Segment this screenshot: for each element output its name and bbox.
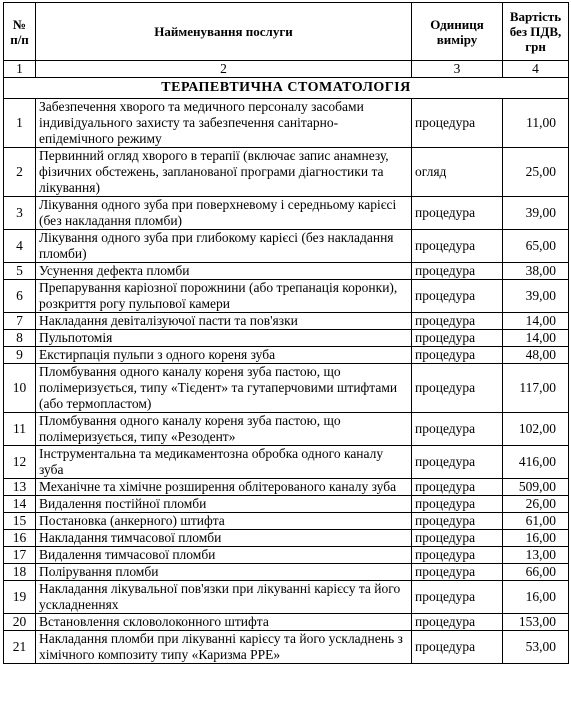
row-number: 14	[4, 496, 36, 513]
row-number: 10	[4, 364, 36, 413]
row-number: 2	[4, 148, 36, 197]
row-number: 11	[4, 413, 36, 446]
row-number: 21	[4, 631, 36, 664]
table-header-row	[4, 3, 569, 61]
service-name: Усунення дефекта пломби	[36, 263, 412, 280]
unit-of-measure: процедура	[412, 263, 503, 280]
table-row	[4, 581, 569, 614]
row-number: 20	[4, 614, 36, 631]
header-unit: Одиниця виміру	[412, 3, 503, 61]
row-number: 15	[4, 513, 36, 530]
service-name: Полірування пломби	[36, 564, 412, 581]
service-price: 61,00	[503, 513, 569, 530]
unit-of-measure: процедура	[412, 99, 503, 148]
table-row	[4, 547, 569, 564]
table-row	[4, 496, 569, 513]
row-number: 18	[4, 564, 36, 581]
service-name: Пломбування одного каналу кореня зуба пастою, що полімеризується, типу «Резодент»	[36, 413, 412, 446]
table-row	[4, 313, 569, 330]
service-price: 416,00	[503, 446, 569, 479]
service-price: 14,00	[503, 330, 569, 347]
unit-of-measure: процедура	[412, 347, 503, 364]
unit-of-measure: процедура	[412, 446, 503, 479]
service-name: Видалення тимчасової пломби	[36, 547, 412, 564]
section-title: ТЕРАПЕВТИЧНА СТОМАТОЛОГІЯ	[4, 78, 569, 99]
service-name: Накладання девіталізуючої пасти та пов'язки	[36, 313, 412, 330]
row-number: 4	[4, 230, 36, 263]
unit-of-measure: процедура	[412, 547, 503, 564]
service-name: Встановлення скловолоконного штифта	[36, 614, 412, 631]
table-row	[4, 564, 569, 581]
service-price: 38,00	[503, 263, 569, 280]
column-number: 3	[412, 61, 503, 78]
service-price: 16,00	[503, 530, 569, 547]
unit-of-measure: процедура	[412, 564, 503, 581]
service-price: 65,00	[503, 230, 569, 263]
column-number-row	[4, 61, 569, 78]
row-number: 3	[4, 197, 36, 230]
row-number: 16	[4, 530, 36, 547]
service-price: 39,00	[503, 280, 569, 313]
service-name: Первинний огляд хворого в терапії (включає запис анамнезу, фізичних обстежень, запланованої програми діагностики та лікування)	[36, 148, 412, 197]
service-name: Пломбування одного каналу кореня зуба пастою, що полімеризується, типу «Тієдент» та гутаперчовими штифтами (або термопластом)	[36, 364, 412, 413]
table-row	[4, 413, 569, 446]
row-number: 5	[4, 263, 36, 280]
table-row	[4, 347, 569, 364]
row-number: 17	[4, 547, 36, 564]
service-price: 13,00	[503, 547, 569, 564]
unit-of-measure: процедура	[412, 614, 503, 631]
service-price: 153,00	[503, 614, 569, 631]
header-name: Найменування послуги	[36, 3, 412, 61]
service-price: 11,00	[503, 99, 569, 148]
service-name: Пульпотомія	[36, 330, 412, 347]
row-number: 13	[4, 479, 36, 496]
unit-of-measure: процедура	[412, 280, 503, 313]
unit-of-measure: процедура	[412, 479, 503, 496]
column-number: 1	[4, 61, 36, 78]
row-number: 1	[4, 99, 36, 148]
service-name: Екстирпація пульпи з одного кореня зуба	[36, 347, 412, 364]
row-number: 7	[4, 313, 36, 330]
service-name: Лікування одного зуба при глибокому карієсі (без накладання пломби)	[36, 230, 412, 263]
unit-of-measure: процедура	[412, 631, 503, 664]
service-name: Забезпечення хворого та медичного персоналу засобами індивідуального захисту та забезпечення санітарно-епідемічного режиму	[36, 99, 412, 148]
table-row	[4, 446, 569, 479]
table-row	[4, 99, 569, 148]
service-price: 25,00	[503, 148, 569, 197]
unit-of-measure: процедура	[412, 530, 503, 547]
header-num: № п/п	[4, 3, 36, 61]
service-price: 48,00	[503, 347, 569, 364]
column-number: 4	[503, 61, 569, 78]
unit-of-measure: процедура	[412, 581, 503, 614]
service-price: 39,00	[503, 197, 569, 230]
row-number: 8	[4, 330, 36, 347]
table-row	[4, 330, 569, 347]
service-name: Накладання лікувальної пов'язки при лікуванні карієсу та його ускладненнях	[36, 581, 412, 614]
row-number: 12	[4, 446, 36, 479]
table-row	[4, 614, 569, 631]
table-row	[4, 230, 569, 263]
row-number: 9	[4, 347, 36, 364]
unit-of-measure: процедура	[412, 330, 503, 347]
service-price: 14,00	[503, 313, 569, 330]
unit-of-measure: процедура	[412, 230, 503, 263]
price-table	[3, 2, 569, 664]
service-name: Лікування одного зуба при поверхневому і середньому карієсі (без накладання пломби)	[36, 197, 412, 230]
unit-of-measure: процедура	[412, 513, 503, 530]
table-row	[4, 148, 569, 197]
service-name: Накладання пломби при лікуванні карієсу та його ускладнень з хімічного композиту типу «Каризма РРЕ»	[36, 631, 412, 664]
service-name: Накладання тимчасової пломби	[36, 530, 412, 547]
service-price: 16,00	[503, 581, 569, 614]
service-price: 102,00	[503, 413, 569, 446]
table-row	[4, 280, 569, 313]
table-row	[4, 513, 569, 530]
unit-of-measure: огляд	[412, 148, 503, 197]
table-row	[4, 364, 569, 413]
service-name: Інструментальна та медикаментозна обробка одного каналу зуба	[36, 446, 412, 479]
service-price: 509,00	[503, 479, 569, 496]
unit-of-measure: процедура	[412, 313, 503, 330]
service-price: 66,00	[503, 564, 569, 581]
table-row	[4, 479, 569, 496]
service-price: 26,00	[503, 496, 569, 513]
service-price: 117,00	[503, 364, 569, 413]
table-row	[4, 530, 569, 547]
unit-of-measure: процедура	[412, 364, 503, 413]
unit-of-measure: процедура	[412, 197, 503, 230]
row-number: 19	[4, 581, 36, 614]
unit-of-measure: процедура	[412, 413, 503, 446]
unit-of-measure: процедура	[412, 496, 503, 513]
price-list-sheet	[3, 2, 568, 664]
table-row	[4, 263, 569, 280]
row-number: 6	[4, 280, 36, 313]
service-price: 53,00	[503, 631, 569, 664]
service-name: Препарування каріозної порожнини (або трепанація коронки), розкриття рогу пульпової камери	[36, 280, 412, 313]
column-number: 2	[36, 61, 412, 78]
service-name: Видалення постійної пломби	[36, 496, 412, 513]
service-name: Механічне та хімічне розширення облітерованого каналу зуба	[36, 479, 412, 496]
table-row	[4, 197, 569, 230]
header-price: Вартість без ПДВ, грн	[503, 3, 569, 61]
section-row	[4, 78, 569, 99]
table-row	[4, 631, 569, 664]
service-name: Постановка (анкерного) штифта	[36, 513, 412, 530]
